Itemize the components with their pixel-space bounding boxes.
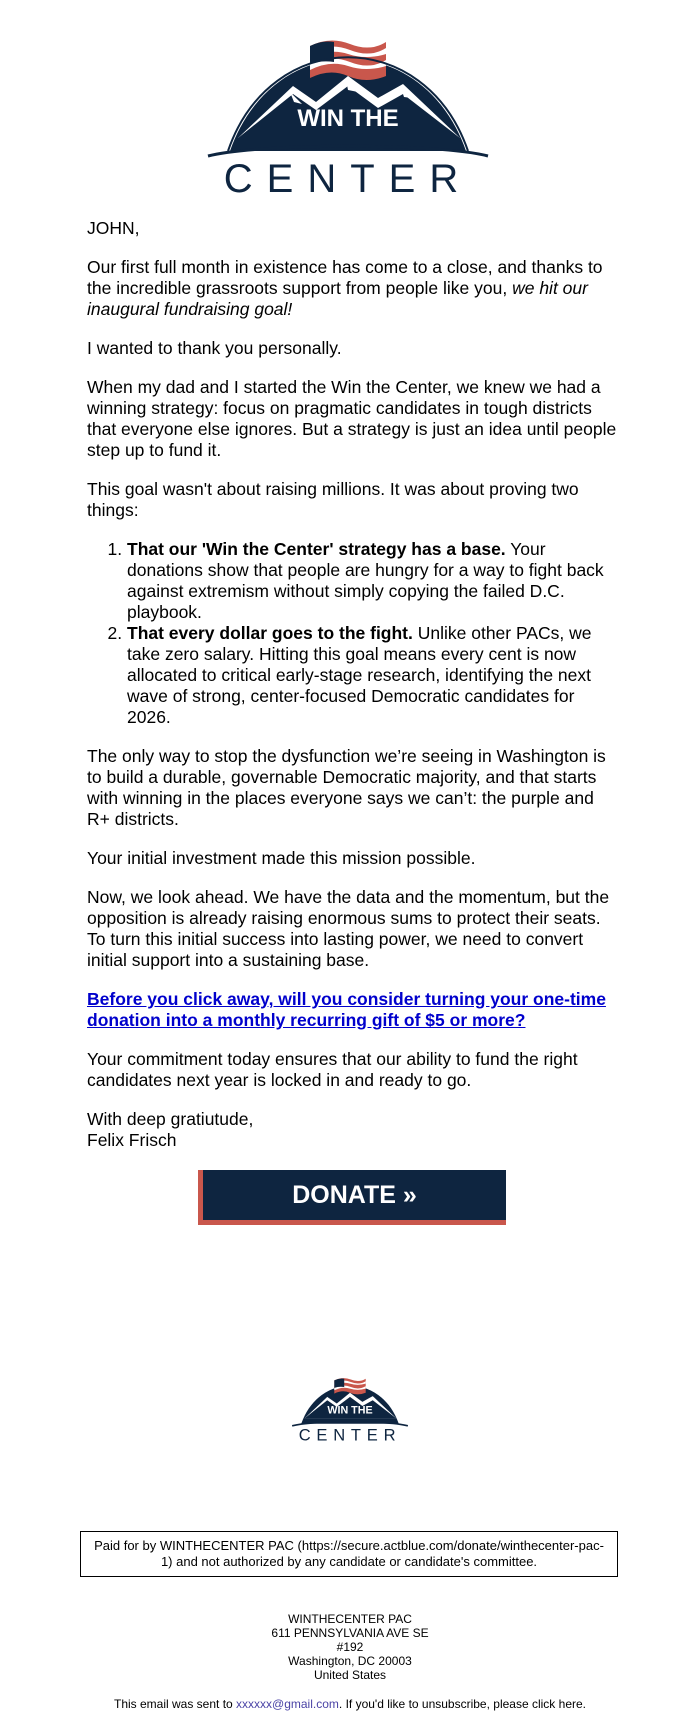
greeting: JOHN, [87, 218, 140, 238]
list-item-heading: That our 'Win the Center' strategy has a base. [127, 539, 506, 559]
logo-line2: CENTER [223, 157, 473, 198]
recurring-gift-link[interactable]: Before you click away, will you consider turning your one-time donation into a monthly recurring gift of $5 or more? [87, 989, 606, 1030]
email-body [87, 218, 617, 1169]
closing: With deep gratiutude, [87, 1109, 254, 1129]
donate-button-wrap [198, 1170, 505, 1224]
paragraph-2: I wanted to thank you personally. [87, 338, 342, 358]
signoff [87, 1109, 617, 1151]
donate-button[interactable]: DONATE » [198, 1170, 506, 1225]
paragraph-8: Your commitment today ensures that our ability to fund the right candidates next year is locked in and ready to go. [87, 1049, 578, 1090]
address-unit: #192 [336, 1640, 364, 1654]
paragraph-1 [87, 257, 617, 320]
address-city: Washington, DC 20003 [288, 1654, 412, 1668]
list-item [127, 623, 617, 728]
paragraph-5: The only way to stop the dysfunction we’re seeing in Washington is to build a durable, governable Democratic majority, and that starts with winning in the places everyone says we can’t: the purple and R+ districts. [87, 746, 606, 829]
paid-for-disclaimer: Paid for by WINTHECENTER PAC (https://secure.actblue.com/donate/winthecenter-pac-1) and not authorized by any candidate or candidate's committee. [80, 1531, 618, 1577]
address-street: 611 PENNSYLVANIA AVE SE [271, 1626, 429, 1640]
list-item-text: Your donations show that people are hungry for a way to fight back against extremism without simply copying the failed D.C. playbook. [127, 539, 604, 622]
signature: Felix Frisch [87, 1130, 177, 1150]
win-the-center-logo [198, 18, 498, 198]
recipient-email[interactable]: xxxxxx@gmail.com [236, 1697, 339, 1711]
paragraph-7: Now, we look ahead. We have the data and the momentum, but the opposition is already raising enormous sums to protect their seats. To turn this initial success into lasting power, we need to convert initial support into a sustaining base. [87, 887, 610, 970]
address-country: United States [313, 1668, 387, 1682]
address-org: WINTHECENTER PAC [288, 1612, 412, 1626]
logo-small-line2: CENTER [298, 1425, 402, 1444]
list-item-heading: That every dollar goes to the fight. [127, 623, 413, 643]
paragraph-1-italic: we hit our inaugural fundraising goal! [87, 278, 588, 319]
mailing-address [0, 1612, 700, 1682]
proof-list [87, 539, 617, 728]
footer-suffix[interactable]: . If you'd like to unsubscribe, please click here. [338, 1697, 586, 1711]
paragraph-1-text: Our first full month in existence has come to a close, and thanks to the incredible grassroots support from people like you, [87, 257, 603, 298]
win-the-center-logo-small [288, 1368, 412, 1444]
list-item [127, 539, 617, 623]
cta-paragraph [87, 989, 617, 1031]
unsubscribe-footer [0, 1697, 700, 1711]
list-item-text: Unlike other PACs, we take zero salary. Hitting this goal means every cent is now allocated to critical early-stage research, identifying the next wave of strong, center-focused Democratic candidates for 2026. [127, 623, 592, 727]
paragraph-6: Your initial investment made this mission possible. [87, 848, 476, 868]
paragraph-4: This goal wasn't about raising millions. It was about proving two things: [87, 479, 579, 520]
footer-prefix: This email was sent to [113, 1697, 237, 1711]
paragraph-3: When my dad and I started the Win the Center, we knew we had a winning strategy: focus on pragmatic candidates in tough districts that everyone else ignores. But a strategy is just an idea until people step up to fund it. [87, 377, 617, 460]
logo-small-line1: WIN THE [327, 1404, 373, 1417]
logo-line1: WIN THE [297, 105, 399, 132]
